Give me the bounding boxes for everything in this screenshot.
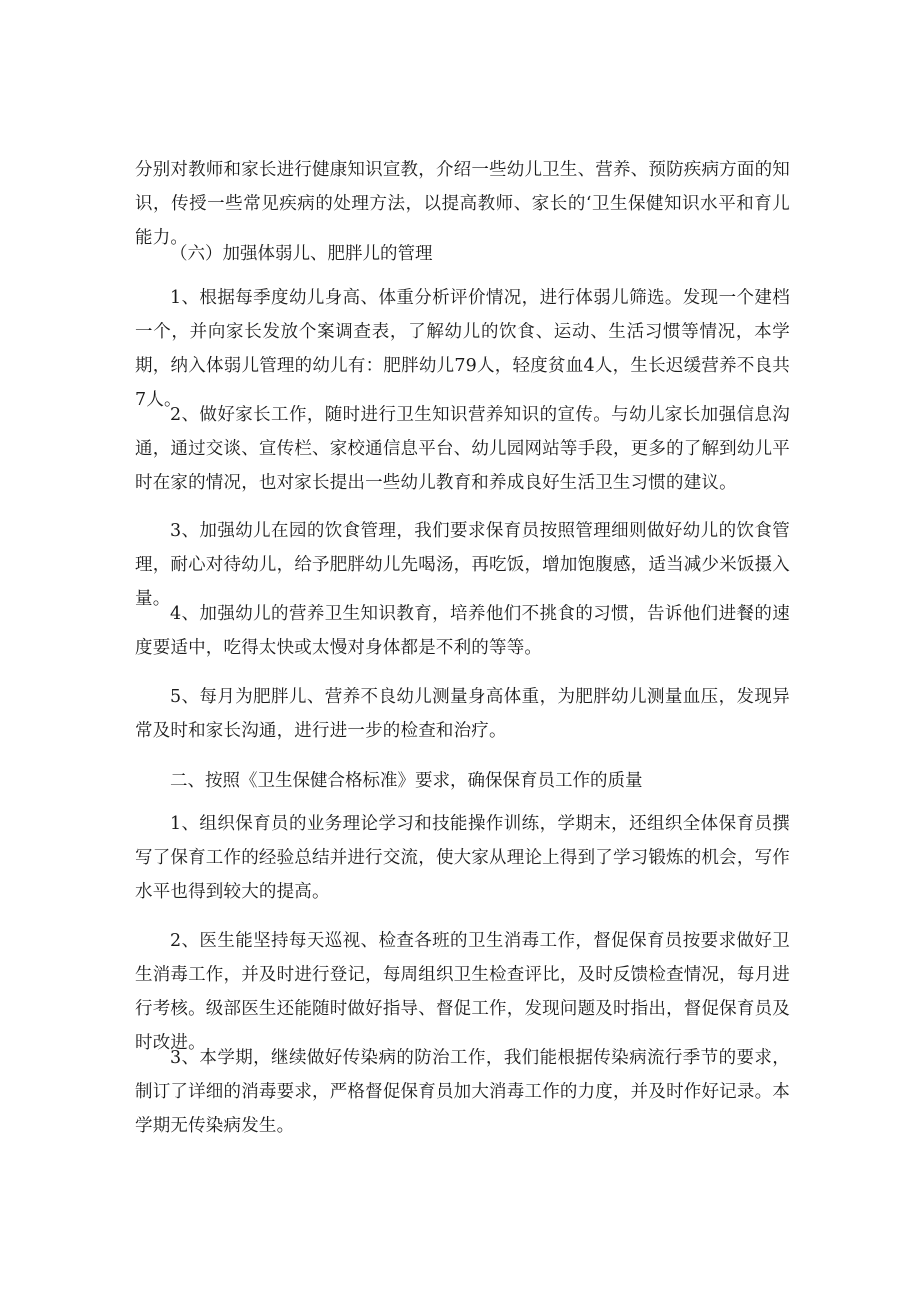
intro-paragraph: 分别对教师和家长进行健康知识宣教，介绍一些幼儿卫生、营养、预防疾病方面的知识，传授一些常见疾病的处理方法，以提高教师、家长的‘卫生保健知识水平和育儿能力。 [135, 160, 790, 248]
paragraph-two-2: 2、医生能坚持每天巡视、检查各班的卫生消毒工作，督促保育员按要求做好卫生消毒工作，并及时进行登记，每周组织卫生检查评比，及时反馈检查情况，每月进行考核。级部医生还能随时做好指导、督促工作，发现问题及时指出，督促保育员及时改进。 [135, 931, 790, 1053]
section-heading-two: 二、按照《卫生保健合格标准》要求，确保保育员工作的质量 [170, 771, 643, 791]
paragraph-six-4: 4、加强幼儿的营养卫生知识教育，培养他们不挑食的习惯，告诉他们进餐的速度要适中，吃得太快或太慢对身体都是不利的等等。 [135, 604, 790, 658]
paragraph-six-1: 1、根据每季度幼儿身高、体重分析评价情况，进行体弱儿筛选。发现一个建档一个，并向家长发放个案调查表，了解幼儿的饮食、运动、生活习惯等情况，本学期，纳入体弱儿管理的幼儿有：肥胖幼儿79人，轻度贫血4人，生长迟缓营养不良共7人。 [135, 288, 790, 410]
paragraph-two-3: 3、本学期，继续做好传染病的防治工作，我们能根据传染病流行季节的要求，制订了详细的消毒要求，严格督促保育员加大消毒工作的力度，并及时作好记录。本学期无传染病发生。 [135, 1048, 790, 1136]
paragraph-six-5: 5、每月为肥胖儿、营养不良幼儿测量身高体重，为肥胖幼儿测量血压，发现异常及时和家长沟通，进行进一步的检查和治疗。 [135, 687, 790, 741]
paragraph-six-2: 2、做好家长工作，随时进行卫生知识营养知识的宣传。与幼儿家长加强信息沟通，通过交谈、宣传栏、家校通信息平台、幼儿园网站等手段，更多的了解到幼儿平时在家的情况，也对家长提出一些幼儿教育和养成良好生活卫生习惯的建议。 [135, 405, 790, 493]
section-heading-six: （六）加强体弱儿、肥胖儿的管理 [170, 244, 433, 264]
paragraph-two-1: 1、组织保育员的业务理论学习和技能操作训练，学期末，还组织全体保育员撰写了保育工作的经验总结并进行交流，使大家从理论上得到了学习锻炼的机会，写作水平也得到较大的提高。 [135, 814, 790, 902]
paragraph-six-3: 3、加强幼儿在园的饮食管理，我们要求保育员按照管理细则做好幼儿的饮食管理，耐心对待幼儿，给予肥胖幼儿先喝汤，再吃饭，增加饱腹感，适当减少米饭摄入量。 [135, 521, 790, 609]
